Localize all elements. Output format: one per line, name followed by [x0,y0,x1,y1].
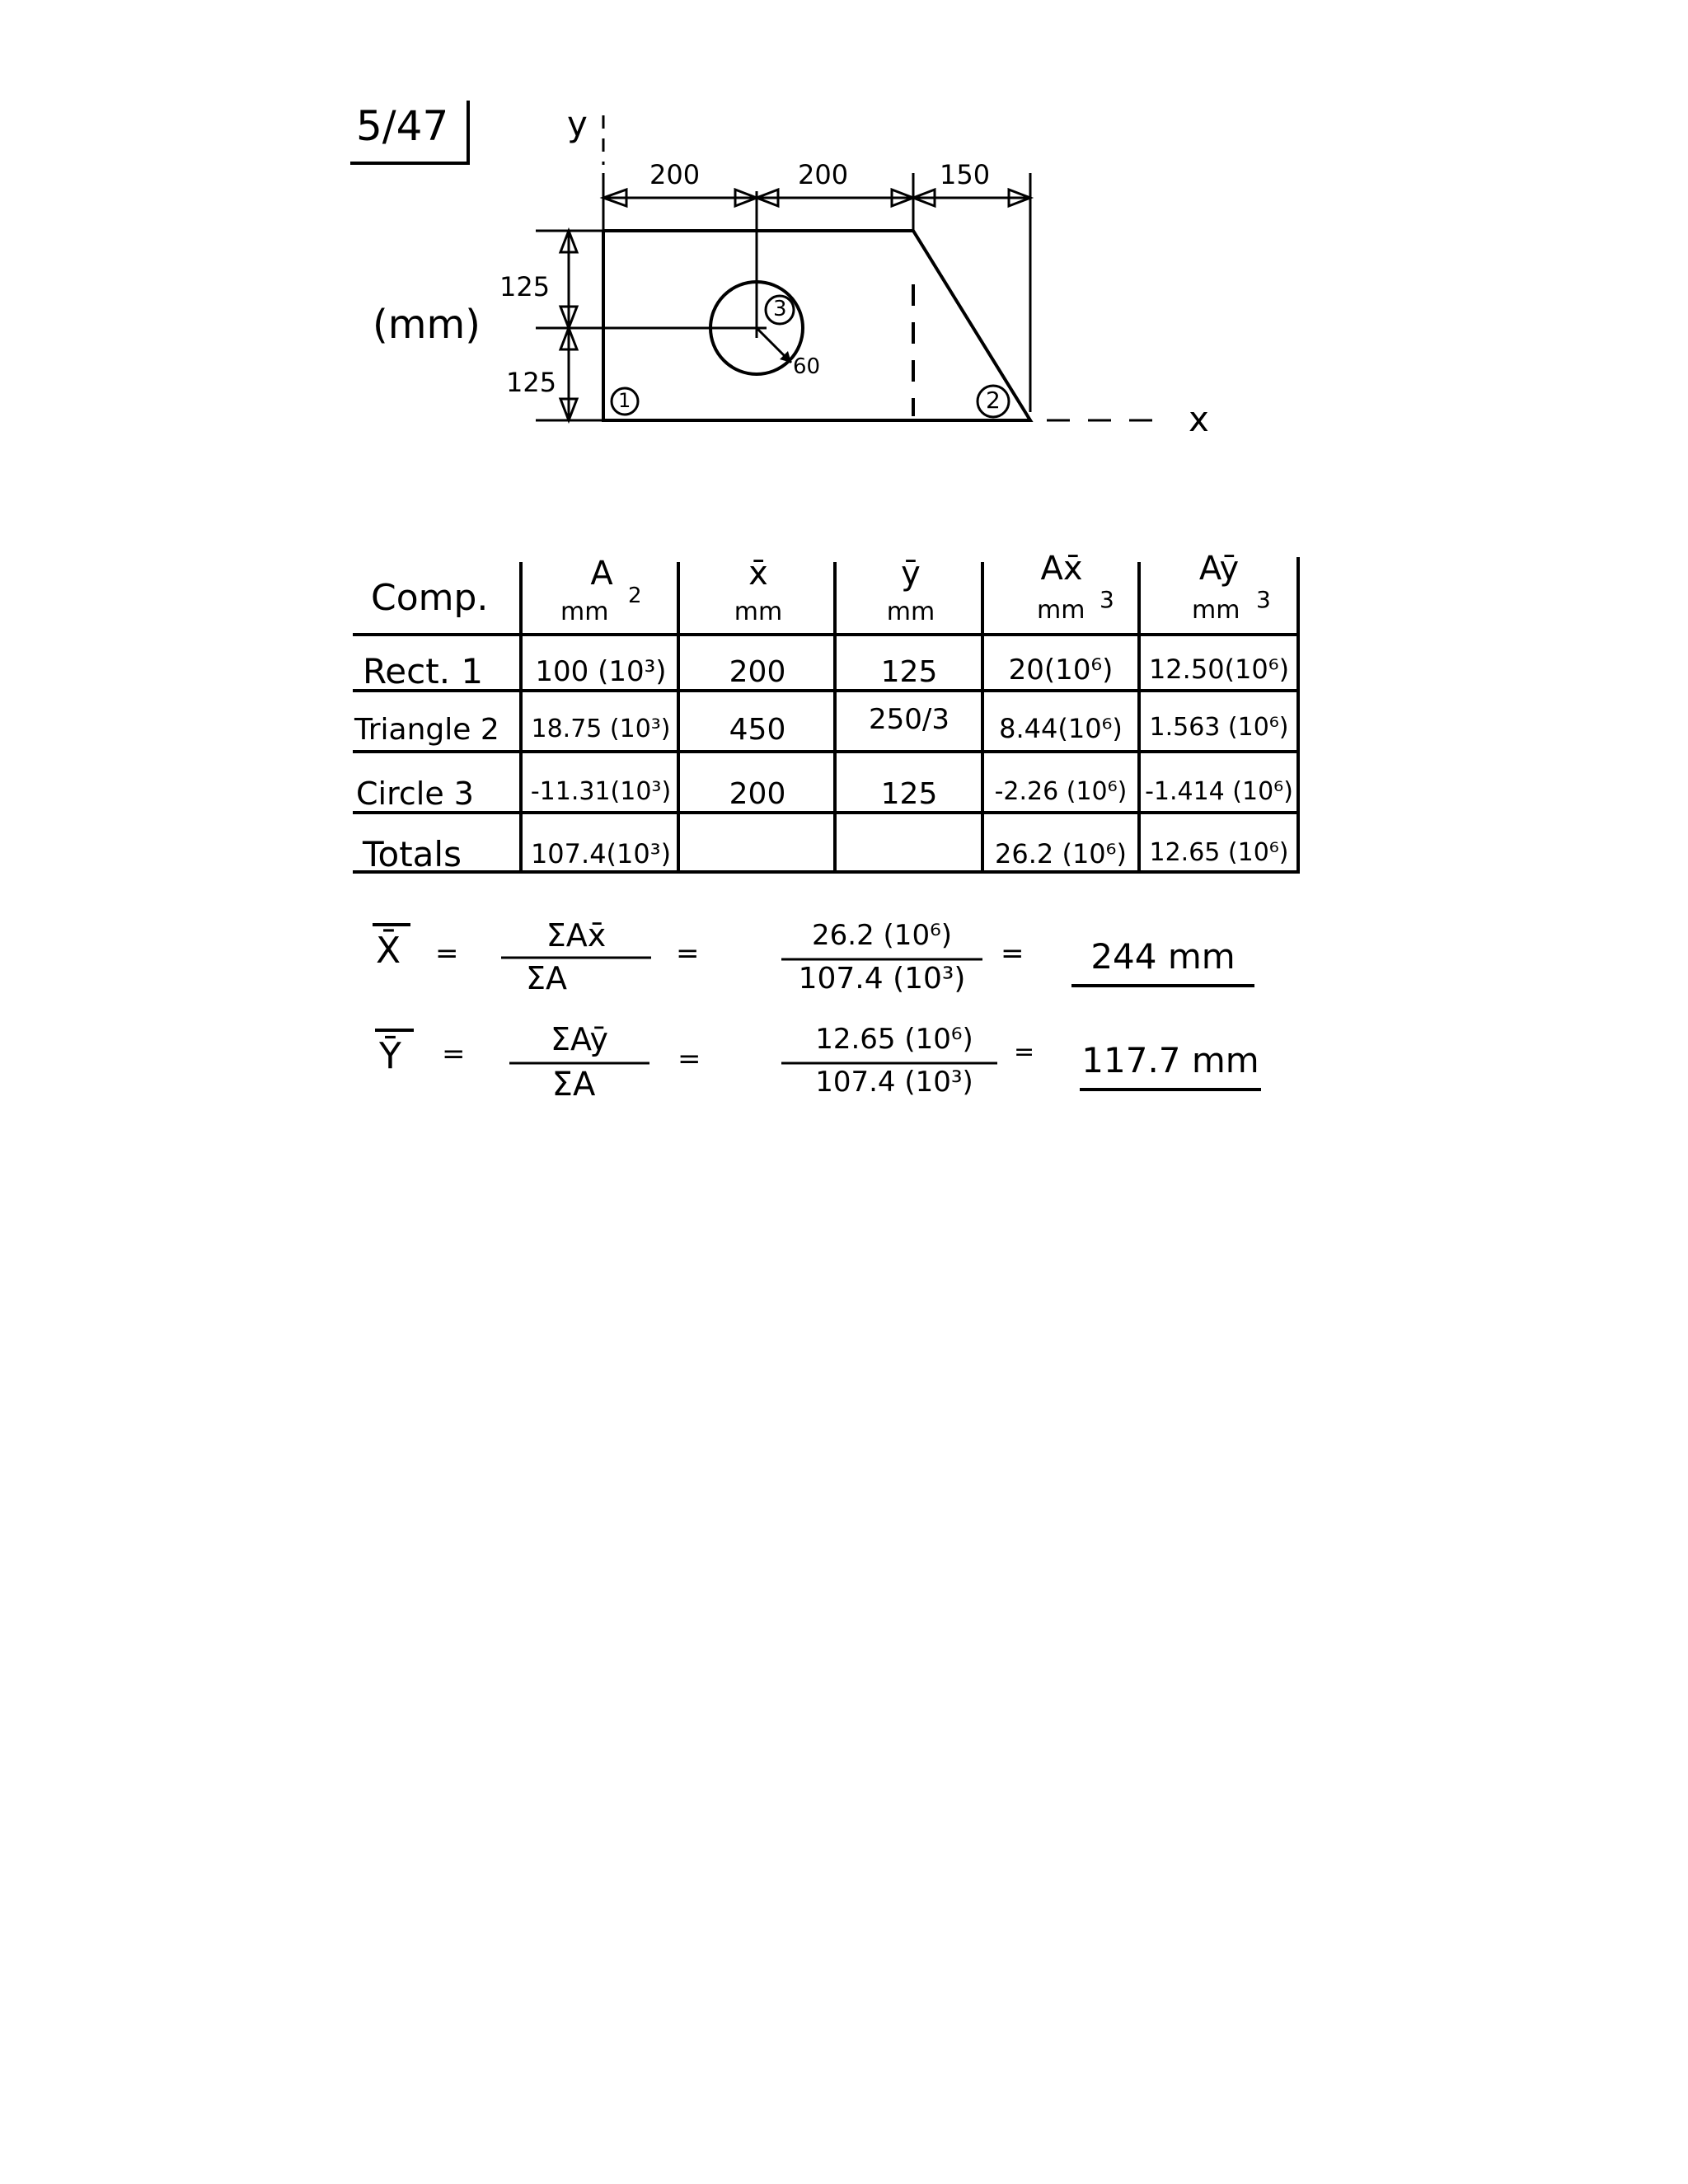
units-label: (mm) [373,302,481,348]
radius-label: 60 [793,354,821,379]
equation-ybar-den2: 107.4 (10³) [815,1066,973,1099]
header-axbar-unit: mm [1037,596,1085,625]
header-area-sup: 2 [628,583,642,608]
component-2-label: 2 [986,387,1001,414]
equation-ybar-eq1: = [442,1038,466,1071]
dim-left-2: 125 [506,367,557,398]
table-row-comp: Rect. 1 [363,651,484,691]
table-cell-aybar: -1.414 (10⁶) [1145,777,1293,806]
problem-number: 5/47 [356,102,449,150]
header-axbar-sup: 3 [1100,586,1114,613]
equation-xbar-eq1: = [435,937,459,970]
header-area-unit: mm [560,598,609,626]
equation-xbar-num2: 26.2 (10⁶) [812,919,952,952]
equation-xbar-eq3: = [1001,937,1025,970]
header-aybar-symbol: Aȳ [1198,550,1240,588]
table-header-comp: Comp. [371,577,489,619]
equation-ybar-result: 117.7 mm [1081,1040,1259,1080]
equation-xbar-den: ΣA [525,960,567,996]
equation-xbar-eq2: = [676,937,700,970]
table-cell-axbar: 26.2 (10⁶) [995,838,1127,869]
table-row-comp: Triangle 2 [354,713,499,747]
table-cell-axbar: 20(10⁶) [1008,654,1114,687]
dim-left-1: 125 [499,271,551,302]
table-cell-ybar: 125 [880,777,938,811]
table-row-comp: Totals [363,834,462,874]
table-cell-xbar: 450 [729,713,786,747]
table-cell-aybar: 12.65 (10⁶) [1149,838,1289,867]
equation-xbar-lhs: X̄ [376,930,401,972]
header-aybar-unit: mm [1192,596,1240,625]
equation-xbar-num: ΣAx̄ [546,917,607,954]
table-cell-aybar: 1.563 (10⁶) [1149,713,1289,742]
dim-top-2: 200 [798,159,849,190]
component-1-label: 1 [618,389,631,412]
table-cell-axbar: -2.26 (10⁶) [994,777,1128,806]
table-cell-area: 18.75 (10³) [531,715,671,743]
table-row-comp: Circle 3 [356,776,474,812]
table-cell-area: 100 (10³) [535,655,667,688]
equation-ybar-lhs: Ȳ [379,1035,401,1077]
header-xbar-unit: mm [734,598,783,626]
equation-ybar-num2: 12.65 (10⁶) [815,1023,973,1056]
header-xbar-symbol: x̄ [748,555,768,593]
header-area-symbol: A [590,555,613,593]
equation-ybar-num: ΣAȳ [551,1021,608,1057]
table-cell-xbar: 200 [729,655,786,689]
table-cell-area: 107.4(10³) [530,838,672,869]
y-axis-label: y [567,104,588,144]
table-cell-area: -11.31(10³) [530,777,672,806]
component-3-label: 3 [773,297,787,321]
dim-top-1: 200 [649,159,701,190]
table-cell-axbar: 8.44(10⁶) [999,713,1123,744]
equation-xbar-den2: 107.4 (10³) [798,962,966,996]
header-ybar-unit: mm [886,598,935,626]
table-cell-ybar: 250/3 [869,703,950,736]
dim-top-3: 150 [940,159,991,190]
equation-ybar-den: ΣA [551,1066,596,1104]
header-ybar-symbol: ȳ [901,555,921,593]
equation-xbar-result: 244 mm [1090,936,1236,977]
table-cell-xbar: 200 [729,777,786,811]
equation-ybar-eq3: = [1014,1038,1035,1066]
header-aybar-sup: 3 [1256,586,1271,613]
x-axis-label: x [1189,399,1209,439]
table-cell-aybar: 12.50(10⁶) [1148,654,1290,685]
header-axbar-symbol: Ax̄ [1040,550,1083,588]
table-cell-ybar: 125 [880,655,938,689]
equation-ybar-eq2: = [678,1043,701,1076]
